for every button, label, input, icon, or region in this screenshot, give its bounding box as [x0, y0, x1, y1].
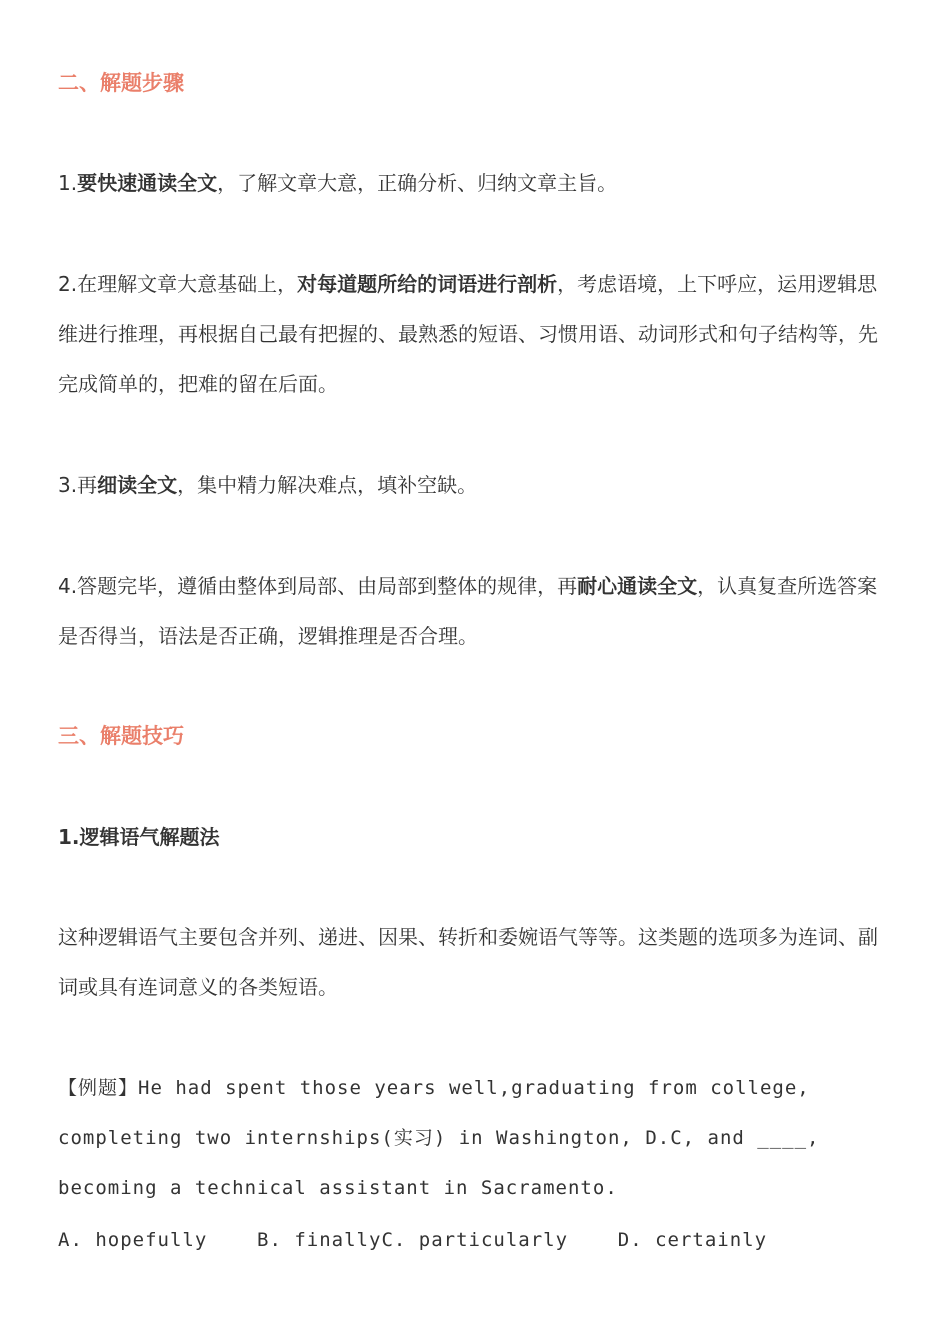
step-2-text: ，考虑语境，上下呼应，运用逻辑思维进行推理，再根据自己最有把握的、最熟悉的短语、习惯用语、动词形式和句子结构等，先完成简单的，把难的留在后面。 — [58, 272, 878, 396]
step-1-number: 1. — [58, 171, 78, 195]
step-3-number: 3. — [58, 473, 78, 497]
option-c: C. particularly — [381, 1229, 569, 1251]
step-3-text: ，集中精力解决难点，填补空缺。 — [177, 473, 478, 497]
step-4-text: ，认真复查所选答案是否得当，语法是否正确，逻辑推理是否合理。 — [58, 574, 878, 648]
step-3 — [58, 460, 892, 510]
step-4-pre: 答题完毕，遵循由整体到局部、由局部到整体的规律，再 — [77, 574, 578, 598]
step-1 — [58, 158, 892, 208]
option-d: D. certainly — [617, 1229, 768, 1251]
step-4-bold: 耐心通读全文 — [577, 574, 698, 598]
step-3-pre: 再 — [77, 473, 98, 497]
step-1-text: ，了解文章大意，正确分析、归纳文章主旨。 — [217, 171, 618, 195]
step-2-bold: 对每道题所给的词语进行剖析 — [297, 272, 558, 296]
step-3-bold: 细读全文 — [97, 473, 178, 497]
section-heading-steps: 二、解题步骤 — [58, 71, 184, 95]
option-a: A. hopefully — [58, 1229, 208, 1251]
example-label: 【例题】 — [58, 1077, 139, 1099]
example-text: He had spent those years well,graduating from college, completing two internships(实习) in Washington, D.C, and ____, becoming a technical assistant in Sacramento. — [58, 1077, 820, 1199]
step-2 — [58, 259, 892, 409]
example-question — [58, 1063, 892, 1213]
answer-options — [58, 1225, 892, 1255]
step-4-number: 4. — [58, 574, 78, 598]
step-4 — [58, 561, 892, 661]
section-heading-skills: 三、解题技巧 — [58, 724, 184, 748]
step-1-bold: 要快速通读全文 — [77, 171, 218, 195]
option-b: B. finally — [257, 1229, 382, 1251]
intro-paragraph: 这种逻辑语气主要包含并列、递进、因果、转折和委婉语气等等。这类题的选项多为连词、副词或具有连词意义的各类短语。 — [58, 925, 878, 999]
sub-heading-logic: 1.逻辑语气解题法 — [58, 825, 220, 849]
step-2-number: 2. — [58, 272, 78, 296]
step-2-pre: 在理解文章大意基础上， — [77, 272, 298, 296]
